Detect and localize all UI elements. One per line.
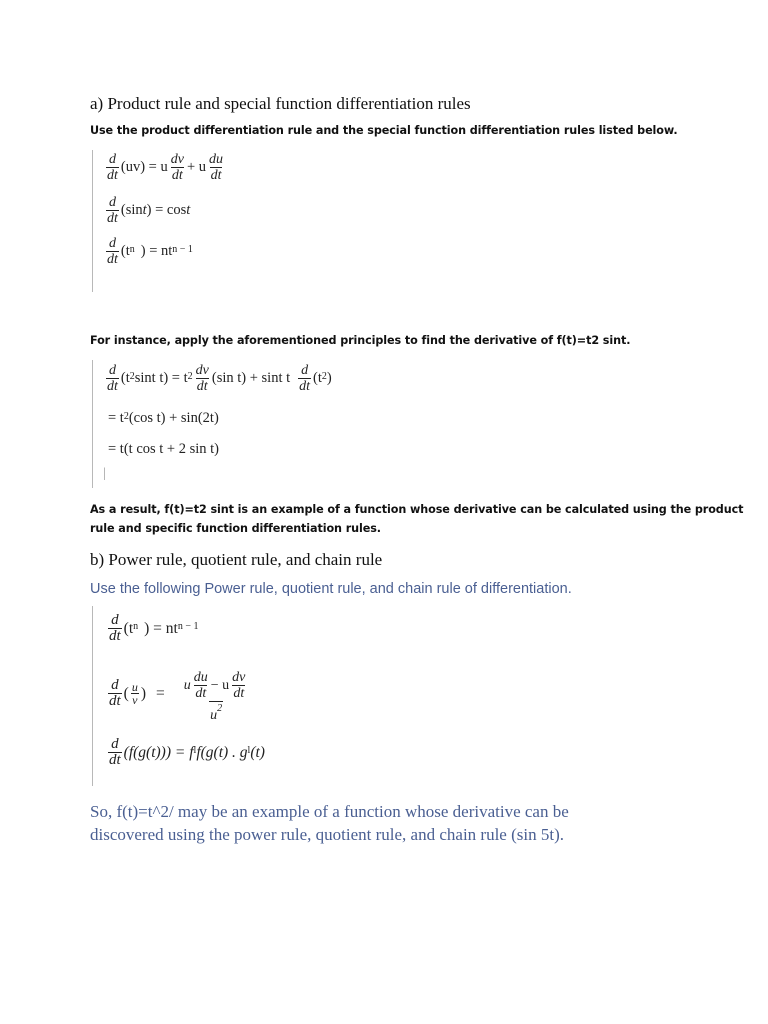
section-b-heading: b) Power rule, quotient rule, and chain rule <box>90 550 383 569</box>
section-a-instruction: Use the product differentiation rule and the special function differentiation rules listed below. <box>90 124 678 137</box>
conclusion-a-line-1: As a result, f(t)=t2 sint is an example of a function whose derivative can be calculated using the product <box>90 503 744 516</box>
section-b-instruction: Use the following Power rule, quotient rule, and chain rule of differentiation. <box>90 581 572 597</box>
example-line-1: $\frac{d}{dt}$ (t $^2$ sint t) = t $^2$ $\frac{dv}{dt}$ (sin t) + sint t $\frac{d}{dt}$ (t $^2$ ) <box>107 363 332 394</box>
example-line-3: = t(t cos t + 2 sin t) <box>108 441 220 457</box>
conclusion-b-line-2: discovered using the power rule, quotient rule, and chain rule (sin 5t). <box>90 825 564 844</box>
conclusion-a-line-2: rule and specific function differentiation rules. <box>90 522 381 535</box>
rules-block-b-bar <box>92 606 93 786</box>
quotient-rule: $\frac{d}{dt}$ ( $\frac{u}{v}$ ) = u $\frac{du}{dt}$ − u $\frac{dv}{dt}$ $u^2$ <box>109 670 246 723</box>
text-cursor: | <box>103 466 106 481</box>
sin-rule: $\frac{d}{dt}$ (sin t ) = cos t <box>107 195 191 226</box>
example-intro: For instance, apply the aforementioned principles to find the derivative of f(t)=t2 sint. <box>90 334 631 347</box>
example-line-2: = t $^2$ (cos t) + sin(2t) <box>108 410 219 426</box>
product-rule: $\frac{d}{dt}$ (uv) = u $\frac{dv}{dt}$ + u $\frac{du}{dt}$ <box>107 152 224 183</box>
conclusion-b-line-1: So, f(t)=t^2/ may be an example of a function whose derivative can be <box>90 802 569 821</box>
example-block-bar <box>92 360 93 488</box>
section-a-heading: a) Product rule and special function differentiation rules <box>90 94 471 113</box>
rules-block-a-bar <box>92 150 93 292</box>
chain-rule: $\frac{d}{dt}$ (f(g(t))) = f $^l$ f(g(t) . g $^l$ (t) <box>109 736 265 768</box>
power-rule-a: $\frac{d}{dt}$ (t $^n$ ) = nt $^{n - 1}$ <box>107 236 193 267</box>
power-rule-b: $\frac{d}{dt}$ (t $^n$ ) = nt $^{n - 1}$ <box>109 612 199 644</box>
